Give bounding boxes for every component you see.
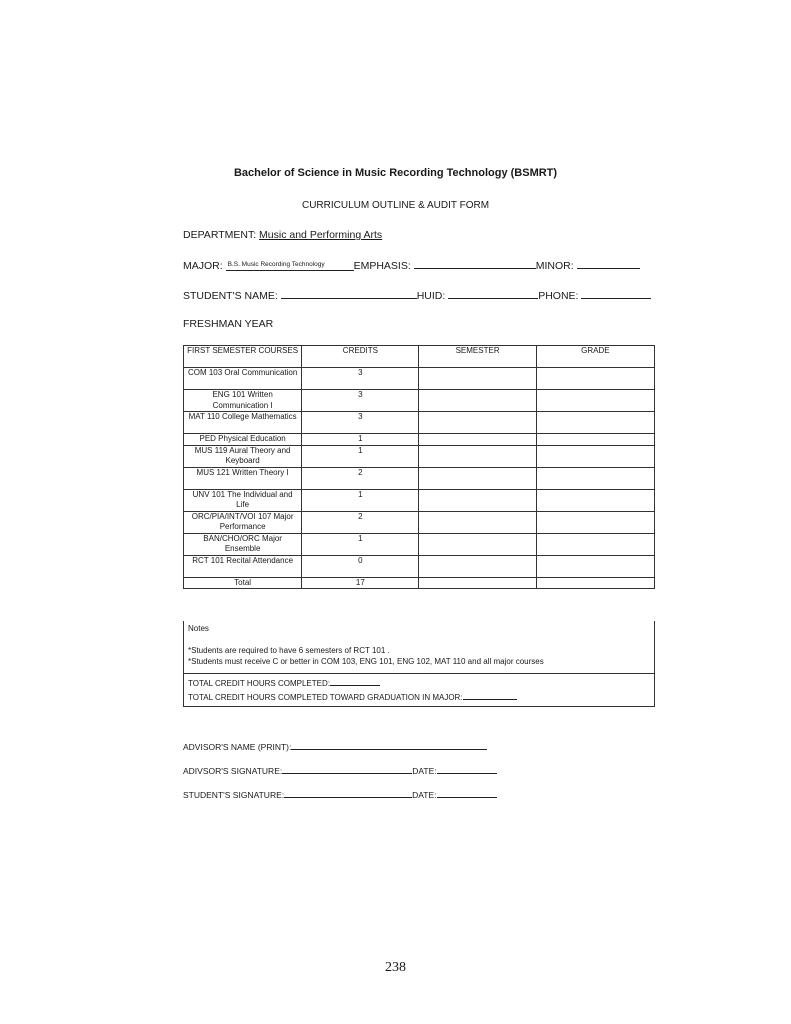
- semester-cell[interactable]: [419, 412, 536, 434]
- section-title: FRESHMAN YEAR: [183, 318, 274, 330]
- semester-cell[interactable]: [419, 555, 536, 577]
- semester-cell[interactable]: [419, 489, 536, 511]
- total-completed-field[interactable]: [330, 675, 380, 686]
- notes-label: Notes: [188, 624, 209, 633]
- course-cell: MUS 121 Written Theory I: [184, 467, 302, 489]
- student-date-field[interactable]: [437, 787, 497, 798]
- credits-cell: 1: [302, 489, 419, 511]
- page-number: 238: [385, 960, 406, 975]
- course-cell: PED Physical Education: [184, 434, 302, 446]
- form-title: Bachelor of Science in Music Recording Technology (BSMRT): [233, 167, 558, 179]
- header-courses: FIRST SEMESTER COURSES: [184, 346, 302, 368]
- huid-field[interactable]: [448, 288, 538, 299]
- student-info-row: [183, 288, 651, 302]
- course-cell: BAN/CHO/ORC Major Ensemble: [184, 533, 302, 555]
- student-signature-field[interactable]: [284, 787, 412, 798]
- major-label: MAJOR:: [183, 260, 223, 272]
- total-completed-row: [188, 675, 650, 689]
- minor-label: MINOR:: [535, 260, 574, 272]
- advisor-name-field[interactable]: [291, 739, 487, 750]
- semester-cell[interactable]: [419, 445, 536, 467]
- advisor-name-row: [183, 739, 487, 752]
- major-row: [183, 258, 640, 272]
- credits-cell: 2: [302, 467, 419, 489]
- advisor-date-field[interactable]: [437, 763, 497, 774]
- table-row: [184, 368, 655, 390]
- semester-cell[interactable]: [419, 368, 536, 390]
- phone-label: PHONE:: [538, 290, 579, 302]
- grade-cell[interactable]: [536, 467, 654, 489]
- grade-cell[interactable]: [536, 489, 654, 511]
- table-row: [184, 412, 655, 434]
- notes-box: [183, 621, 655, 707]
- grade-cell[interactable]: [536, 511, 654, 533]
- course-cell: MUS 119 Aural Theory and Keyboard: [184, 445, 302, 467]
- emphasis-field[interactable]: [414, 258, 536, 269]
- grade-cell[interactable]: [536, 412, 654, 434]
- course-cell: COM 103 Oral Communication: [184, 368, 302, 390]
- header-grade: GRADE: [536, 346, 654, 368]
- course-cell: RCT 101 Recital Attendance: [184, 555, 302, 577]
- table-row: [184, 555, 655, 577]
- semester-cell[interactable]: [419, 434, 536, 446]
- grade-cell[interactable]: [536, 434, 654, 446]
- totals-section: [184, 673, 654, 704]
- grade-cell[interactable]: [536, 445, 654, 467]
- header-semester: SEMESTER: [419, 346, 536, 368]
- table-row: [184, 489, 655, 511]
- department-row: [183, 229, 382, 241]
- course-audit-table: [183, 345, 655, 589]
- table-row: [184, 511, 655, 533]
- department-label: DEPARTMENT:: [183, 229, 257, 241]
- table-row: [184, 445, 655, 467]
- table-total-row: [184, 577, 655, 589]
- grade-cell: [536, 577, 654, 589]
- credits-cell: 1: [302, 533, 419, 555]
- credits-cell: 0: [302, 555, 419, 577]
- total-toward-label: TOTAL CREDIT HOURS COMPLETED TOWARD GRADUATION IN MAJOR:: [188, 693, 463, 702]
- advisor-name-label: ADVISOR'S NAME (PRINT):: [183, 742, 292, 752]
- course-cell: UNV 101 The Individual and Life: [184, 489, 302, 511]
- huid-label: HUID:: [416, 290, 446, 302]
- grade-cell[interactable]: [536, 555, 654, 577]
- semester-cell: [419, 577, 536, 589]
- credits-cell: 1: [302, 445, 419, 467]
- total-credits: 17: [302, 577, 419, 589]
- total-completed-label: TOTAL CREDIT HOURS COMPLETED:: [188, 679, 330, 688]
- total-label: Total: [184, 577, 302, 589]
- advisor-signature-label: ADIVSOR'S SIGNATURE:: [183, 766, 283, 776]
- student-name-field[interactable]: [281, 288, 417, 299]
- credits-cell: 3: [302, 412, 419, 434]
- total-toward-field[interactable]: [463, 689, 517, 700]
- semester-cell[interactable]: [419, 533, 536, 555]
- major-field[interactable]: [226, 260, 354, 271]
- advisor-signature-row: [183, 763, 497, 776]
- minor-field[interactable]: [577, 258, 640, 269]
- advisor-signature-field[interactable]: [282, 763, 412, 774]
- student-name-label: STUDENT'S NAME:: [183, 290, 278, 302]
- student-date-label: DATE:: [412, 790, 437, 800]
- table-row: [184, 533, 655, 555]
- advisor-date-label: DATE:: [412, 766, 437, 776]
- table-row: [184, 467, 655, 489]
- header-credits: CREDITS: [302, 346, 419, 368]
- table-header-row: [184, 346, 655, 368]
- department-value: Music and Performing Arts: [259, 229, 383, 241]
- major-value: B.S. Music Recording Technology: [227, 261, 325, 268]
- credits-cell: 1: [302, 434, 419, 446]
- credits-cell: 3: [302, 368, 419, 390]
- grade-cell[interactable]: [536, 533, 654, 555]
- total-toward-row: [188, 689, 650, 703]
- student-signature-label: STUDENT'S SIGNATURE:: [183, 790, 285, 800]
- credits-cell: 3: [302, 390, 419, 412]
- table-row: [184, 434, 655, 446]
- emphasis-label: EMPHASIS:: [353, 260, 411, 272]
- credits-cell: 2: [302, 511, 419, 533]
- note-rct: *Students are required to have 6 semesters of RCT 101 .: [188, 646, 390, 655]
- course-cell: ENG 101 Written Communication I: [184, 390, 302, 412]
- course-cell: MAT 110 College Mathematics: [184, 412, 302, 434]
- semester-cell[interactable]: [419, 390, 536, 412]
- note-grades: *Students must receive C or better in COM 103, ENG 101, ENG 102, MAT 110 and all major courses: [188, 657, 544, 666]
- student-signature-row: [183, 787, 497, 800]
- semester-cell[interactable]: [419, 467, 536, 489]
- form-subtitle: CURRICULUM OUTLINE & AUDIT FORM: [301, 200, 490, 211]
- phone-field[interactable]: [581, 288, 651, 299]
- table-row: [184, 390, 655, 412]
- semester-cell[interactable]: [419, 511, 536, 533]
- course-cell: ORC/PIA/INT/VOI 107 Major Performance: [184, 511, 302, 533]
- grade-cell[interactable]: [536, 368, 654, 390]
- grade-cell[interactable]: [536, 390, 654, 412]
